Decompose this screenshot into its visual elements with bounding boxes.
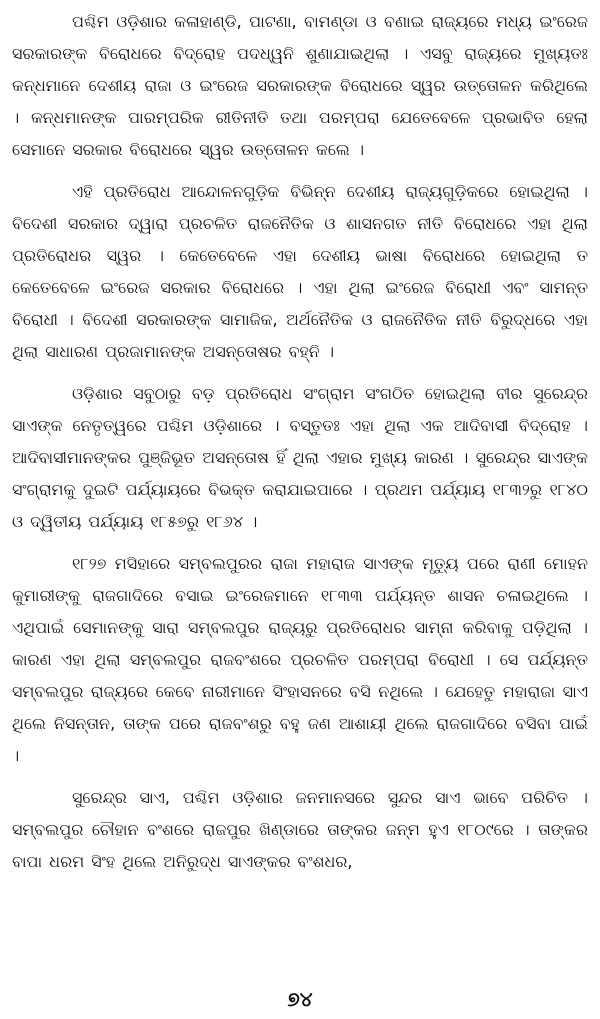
- paragraph-resistance-movements: ଏହି ପ୍ରତିରୋଧ ଆନ୍ଦୋଳନଗୁଡ଼ିକ ବିଭିନ୍ନ ଦେଶୀୟ ରାଜ୍ୟଗୁଡ଼ିକରେ ହୋଇଥିଲା । ବିଦେଶୀ ସରକାର ଦ୍ୱାରା ପ୍ରଚଳିତ ରାଜନୈତିକ ଓ ଶାସନଗତ ନୀତି ବିରୋଧରେ ଏହା ଥିଲା ପ୍ରତିରୋଧର ସ୍ୱର । କେତେବେଳେ ଏହା ଦେଶୀୟ ଭାଷା ବିରୋଧରେ ହୋଇଥିଲା ତ କେତେବେଳେ ଇଂରେଜ ସରକାର ବିରୋଧରେ । ଏହା ଥିଲା ଇଂରେଜ ବିରୋଧୀ ଏବଂ ସାମନ୍ତ ବିରୋଧୀ । ବିଦେଶୀ ସରକାରଙ୍କ ସାମାଜିକ, ଅର୍ଥନୈତିକ ଓ ରାଜନୈତିକ ନୀତି ବିରୁଦ୍ଧରେ ଏହା ଥିଲା ସାଧାରଣ ପ୍ରଜାମାନଙ୍କ ଅସନ୍ତୋଷର ବହ୍ନି ।: [12, 182, 588, 361]
- paragraph-western-odisha-revolts: ପଶ୍ଚିମ ଓଡ଼ିଶାର କଳାହାଣ୍ଡି, ପାଟଣା, ବାମଣ୍ଡା ଓ ବଣାଇ ରାଜ୍ୟରେ ମଧ୍ୟ ଇଂରେଜ ସରକାରଙ୍କ ବିରୋଧରେ ବିଦ୍ରୋହ ପଦଧ୍ୱନି ଶୁଣାଯାଇଥିଲା । ଏସବୁ ରାଜ୍ୟରେ ମୁଖ୍ୟତଃ କନ୍ଧମାନେ ଦେଶୀୟ ରାଜା ଓ ଇଂରେଜ ସରକାରଙ୍କ ବିରୋଧରେ ସ୍ୱର ଉତ୍ତୋଳନ କରିଥିଲେ । କନ୍ଧମାନଙ୍କ ପାରମ୍ପରିକ ରୀତିନୀତି ତଥା ପରମ୍ପରା ଯେତେବେଳେ ପ୍ରଭାବିତ ହେଲା ସେମାନେ ସରକାର ବିରୋଧରେ ସ୍ୱର ଉତ୍ତୋଳନ କଲେ ।: [12, 12, 588, 159]
- page-number: ୭୪: [287, 987, 313, 1011]
- paragraph-surendra-sai-birth: ସୁରେନ୍ଦ୍ର ସାଏ, ପଶ୍ଚିମ ଓଡ଼ିଶାର ଜନମାନସରେ ସୁନ୍ଦର ସାଏ ଭାବେ ପରିଚିତ । ସମ୍ବଲପୁର ଚୌହାନ ବଂଶରେ ରାଜପୁର ଖିଣ୍ଡାରେ ତାଙ୍କର ଜନ୍ମ ହୁଏ ୧୮୦୯ରେ । ତାଙ୍କର ବାପା ଧରମ ସିଂହ ଥିଲେ ଅନିରୁଦ୍ଧ ସାଏଙ୍କର ବଂଶଧର,: [12, 788, 588, 871]
- paragraph-sambalpur-succession: ୧୮୨୭ ମସିହାରେ ସମ୍ବଲପୁରର ରାଜା ମହାରାଜ ସାଏଙ୍କ ମୃତ୍ୟୁ ପରେ ରାଣୀ ମୋହନ କୁମାରୀଙ୍କୁ ରାଜଗାଦିରେ ବସାଇ ଇଂରେଜମାନେ ୧୮୩୩ ପର୍ଯ୍ୟନ୍ତ ଶାସନ ଚଳାଇଥିଲେ । ଏଥିପାଇଁ ସେମାନଙ୍କୁ ସାରା ସମ୍ବଲପୁର ରାଜ୍ୟରୁ ପ୍ରତିରୋଧର ସାମ୍ନା କରିବାକୁ ପଡ଼ିଥିଲା । କାରଣ ଏହା ଥିଲା ସମ୍ବଲପୁର ରାଜବଂଶରେ ପ୍ରଚଳିତ ପରମ୍ପରା ବିରୋଧୀ । ସେ ପର୍ଯ୍ୟନ୍ତ ସମ୍ବଲପୁର ରାଜ୍ୟରେ କେବେ ନାରୀମାନେ ସିଂହାସନରେ ବସି ନଥିଲେ । ଯେହେତୁ ମହାରାଜା ସାଏ ଥିଲେ ନିସନ୍ତାନ, ତାଙ୍କ ପରେ ରାଜବଂଶରୁ ବହୁ ଜଣ ଆଶାୟୀ ଥିଲେ ରାଜଗାଦିରେ ବସିବା ପାଇଁ ।: [12, 554, 588, 765]
- paragraph-surendra-sai-struggle: ଓଡ଼ିଶାର ସବୁଠାରୁ ବଡ଼ ପ୍ରତିରୋଧ ସଂଗ୍ରାମ ସଂଗଠିତ ହୋଇଥିଲା ବୀର ସୁରେନ୍ଦ୍ର ସାଏଙ୍କ ନେତୃତ୍ୱରେ ପଶ୍ଚିମ ଓଡ଼ିଶାରେ । ବସ୍ତୁତଃ ଏହା ଥିଲା ଏକ ଆଦିବାସୀ ବିଦ୍ରୋହ । ଆଦିବାସୀମାନଙ୍କର ପୁଞ୍ଜିଭୂତ ଅସନ୍ତୋଷ ହିଁ ଥିଲା ଏହାର ମୁଖ୍ୟ କାରଣ । ସୁରେନ୍ଦ୍ର ସାଏଙ୍କ ସଂଗ୍ରାମକୁ ଦୁଇଟି ପର୍ଯ୍ୟାୟରେ ବିଭକ୍ତ କରାଯାଇପାରେ । ପ୍ରଥମ ପର୍ଯ୍ୟାୟ ୧୮୩୨ରୁ ୧୮୪୦ ଓ ଦ୍ୱିତୀୟ ପର୍ଯ୍ୟାୟ ୧୮୫୭ରୁ ୧୮୬୪ ।: [12, 384, 588, 531]
